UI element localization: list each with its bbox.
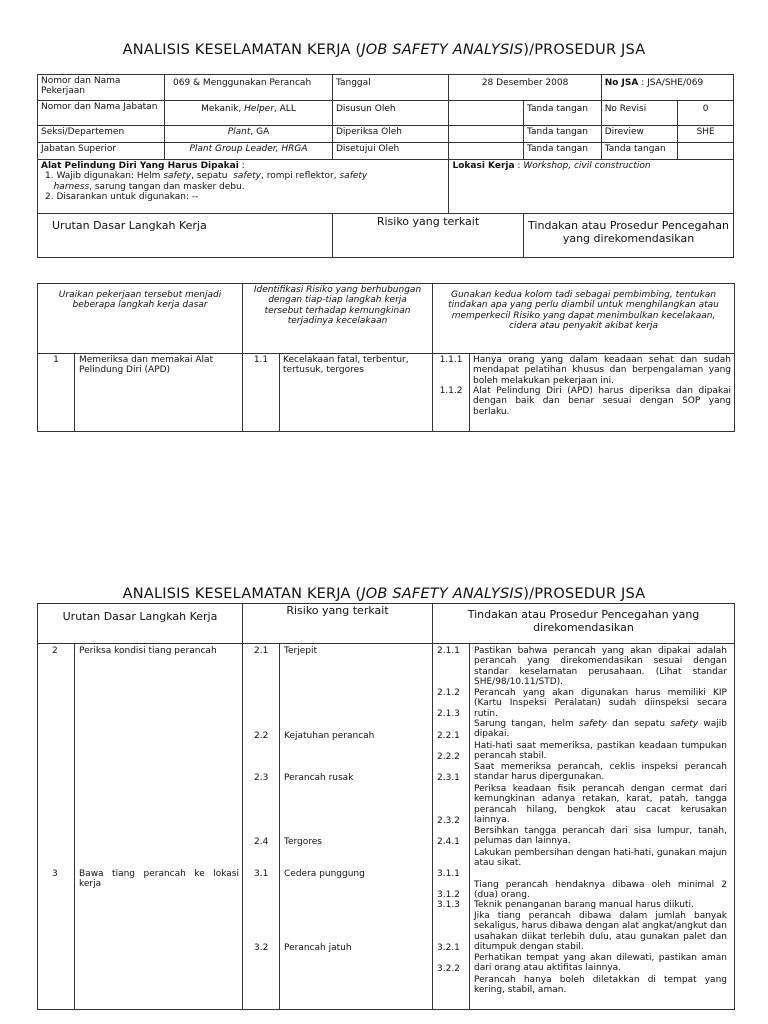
info-key: Tanda tangan	[601, 143, 678, 160]
apd-cell: Alat Pelindung Diri Yang Harus Dipakai : 1. Wajib digunakan: Helm safety, sepatu safety, rompi reflektor, safety harness, sarung tangan dan masker debu. 2. Disarankan untuk digunakan: --	[38, 160, 449, 214]
action-number: 3.2.2	[437, 964, 460, 974]
guide-row	[38, 284, 735, 354]
risk-number: 3.1	[254, 869, 269, 879]
info-row	[38, 75, 734, 101]
risk-text: Terjepit	[284, 646, 317, 656]
action-item: Sarung tangan, helm safety dan sepatu safety wajib dipakai.	[474, 719, 728, 740]
info-value: Mekanik, Helper, ALL	[165, 101, 333, 126]
info-key: Disetujui Oleh	[332, 143, 449, 160]
step-number: 1	[38, 354, 75, 432]
info-empty[interactable]	[449, 101, 524, 126]
info-label: Nomor dan Nama Pekerjaan	[38, 75, 165, 101]
header-row	[38, 604, 735, 644]
page2-header-table	[37, 603, 735, 644]
info-empty[interactable]	[678, 143, 734, 160]
apd-heading: Alat Pelindung Diri Yang Harus Dipakai	[41, 161, 239, 171]
info-key: Direview	[601, 126, 678, 143]
risk-number: 3.2	[254, 943, 269, 953]
step-text: Periksa kondisi tiang perancah	[79, 646, 217, 656]
page-title	[0, 42, 768, 59]
risk-text: Cedera punggung	[284, 869, 365, 879]
action-item: Perancah hanya boleh diletakkan di tempat yang kering, stabil, aman.	[474, 975, 727, 996]
step-text: Memeriksa dan memakai Alat Pelindung Diri (APD)	[75, 354, 243, 432]
risk-text: Perancah jatuh	[284, 943, 352, 953]
info-empty[interactable]	[449, 126, 524, 143]
apd-item: 2. Disarankan untuk digunakan: --	[45, 192, 199, 203]
info-value: Plant Group Leader, HRGA	[165, 143, 333, 160]
action-item: Alat Pelindung Diri (APD) harus diperiksa dan dipakai dengan baik dan benar sesuai dengan SOP yang berlaku.	[473, 386, 732, 417]
jsa-number-value: : JSA/SHE/069	[638, 78, 704, 88]
col-header-risks: Risiko yang terkait	[243, 604, 433, 644]
action-number: 2.2.1	[437, 731, 460, 741]
info-table	[37, 74, 734, 258]
info-value: Plant, GA	[165, 126, 333, 143]
col-header-steps: Urutan Dasar Langkah Kerja	[38, 604, 243, 644]
action-number: 2.1.1	[437, 646, 460, 656]
lokasi-value: Workshop, civil construction	[523, 161, 651, 171]
guide-actions: Gunakan kedua kolom tadi sebagai pembimbing, tentukan tindakan apa yang perlu diambil untuk menghilangkan atau memperkecil Risiko yang dapat menimbulkan kecelakaan, cidera atau penyakit akibat kerja	[433, 284, 735, 354]
guide-risks: Identifikasi Risiko yang berhubungan dengan tiap-tiap langkah kerja tersebut terhadap kemungkinan terjadinya kecelakaan	[243, 284, 433, 354]
title-text-suffix: )/PROSEDUR JSA	[523, 42, 646, 58]
action-item: Pastikan bahwa perancah yang akan dipakai adalah perancah yang direkomendasikan sesuai dengan standar keselamatan perusahaan. (Lihat standar SHE/98/10.11/STD).	[474, 646, 727, 688]
info-value: 0	[678, 101, 734, 126]
header-row	[38, 214, 734, 258]
apd-item: 1. Wajib digunakan: Helm safety, sepatu safety, rompi reflektor, safety harness, sarung tangan dan masker debu.	[45, 171, 368, 192]
action-item: Perhatikan tempat yang akan dilewati, pastikan aman dari orang atau aktifitas lainnya.	[474, 953, 727, 974]
action-number: 2.1.3	[437, 709, 460, 719]
title-text: ANALISIS KESELAMATAN KERJA (	[122, 586, 362, 602]
action-item: Jika tiang perancah dibawa dalam jumlah banyak sekaligus, harus dibawa dengan alat angkat/angkut dan usahakan diikat terlebih dulu, atau gunakan palet dan ditumpuk dengan stabil.	[474, 911, 727, 953]
info-key: Tanda tangan	[524, 126, 602, 143]
title-italic-text: JOB SAFETY ANALYSIS	[361, 586, 524, 602]
guide-table	[37, 283, 735, 432]
step-text: Bawa tiang perancah ke lokasi kerja	[79, 869, 239, 890]
col-header-actions: Tindakan atau Prosedur Pencegahan yang direkomendasikan	[524, 214, 734, 258]
info-value: 069 & Menggunakan Perancah	[165, 75, 333, 101]
title-text-suffix: )/PROSEDUR JSA	[523, 586, 646, 602]
action-item: Perancah yang akan digunakan harus memiliki KIP (Kartu Inspeksi Peralatan) sudah diinspeksi secara rutin.	[474, 688, 727, 719]
action-number: 2.4.1	[437, 837, 460, 847]
info-row	[38, 101, 734, 126]
action-number: 3.1.3	[437, 900, 460, 910]
risk-number: 1.1	[243, 354, 280, 432]
jsa-number	[601, 75, 733, 101]
info-key: Diperiksa Oleh	[332, 126, 449, 143]
action-item: Hati-hati saat memeriksa, pastikan keadaan tumpukan perancah stabil.	[474, 741, 727, 762]
page-title-2	[0, 586, 768, 603]
action-item: Teknik penanganan barang manual harus diikuti.	[474, 900, 694, 910]
action-number: 3.1.2	[437, 890, 460, 900]
info-row	[38, 126, 734, 143]
step-row	[38, 354, 735, 432]
info-empty[interactable]	[449, 143, 524, 160]
info-key: Tanda tangan	[524, 143, 602, 160]
title-text: ANALISIS KESELAMATAN KERJA (	[122, 42, 362, 58]
action-numbers	[433, 354, 470, 432]
action-number: 1.1.2	[439, 386, 463, 397]
risk-text: Kecelakaan fatal, terbentur, tertusuk, tergores	[280, 354, 433, 432]
info-key: Tanda tangan	[524, 101, 602, 126]
risk-number: 2.4	[254, 837, 269, 847]
risk-number: 2.2	[254, 731, 269, 741]
risk-number: 2.3	[254, 773, 269, 783]
action-number: 3.2.1	[437, 943, 460, 953]
info-label: Jabatan Superior	[38, 143, 165, 160]
lokasi-label: Lokasi Kerja	[452, 161, 515, 171]
action-number: 2.3.1	[437, 773, 460, 783]
action-item: Periksa keadaan fisik perancah dengan cermat dari kemungkinan adanya retakan, karat, patah, tangga perancah hilang, bengkok atau cacat kerusakan lainnya.	[474, 784, 727, 826]
info-key: Disusun Oleh	[332, 101, 449, 126]
title-italic-text: JOB SAFETY ANALYSIS	[361, 42, 524, 58]
info-value: SHE	[678, 126, 734, 143]
action-number: 2.3.2	[437, 816, 460, 826]
step-number: 3	[52, 869, 58, 879]
info-key: Tanggal	[332, 75, 449, 101]
risk-text: Perancah rusak	[284, 773, 354, 783]
col-header-steps: Urutan Dasar Langkah Kerja	[38, 214, 333, 258]
action-item: Bersihkan tangga perancah dari sisa lumpur, tanah, pelumas dan lainnya.	[474, 826, 727, 847]
risk-text: Tergores	[284, 837, 322, 847]
action-number: 3.1.1	[437, 869, 460, 879]
action-item: Hanya orang yang dalam keadaan sehat dan sudah mendapat pelatihan khusus dan berpengalaman yang boleh melakukan pekerjaan ini.	[473, 355, 732, 386]
action-number: 1.1.1	[439, 355, 463, 365]
info-key: No Revisi	[601, 101, 678, 126]
info-label: Seksi/Departemen	[38, 126, 165, 143]
jsa-number-label: No JSA	[604, 78, 639, 88]
col-header-risks: Risiko yang terkait	[332, 214, 523, 258]
action-item: Tiang perancah hendaknya dibawa oleh minimal 2 (dua) orang.	[474, 880, 727, 901]
apd-row	[38, 160, 734, 214]
action-text	[470, 354, 735, 432]
risk-text: Kejatuhan perancah	[284, 731, 375, 741]
risk-number: 2.1	[254, 646, 269, 656]
action-item: Lakukan pembersihan dengan hati-hati, gunakan majun atau sikat.	[474, 848, 727, 869]
step-number: 2	[52, 646, 58, 656]
lokasi-cell: Lokasi Kerja : Workshop, civil construction	[449, 160, 734, 214]
action-number: 2.1.2	[437, 688, 460, 698]
info-label: Nomor dan Nama Jabatan	[38, 101, 165, 126]
info-row	[38, 143, 734, 160]
guide-steps: Uraikan pekerjaan tersebut menjadi beberapa langkah kerja dasar	[38, 284, 243, 354]
action-number: 2.2.2	[437, 752, 460, 762]
info-date: 28 Desember 2008	[449, 75, 601, 101]
action-item: Saat memeriksa perancah, ceklis inspeksi perancah standar harus dipergunakan.	[474, 762, 727, 783]
col-header-actions: Tindakan atau Prosedur Pencegahan yang direkomendasikan	[433, 604, 735, 644]
